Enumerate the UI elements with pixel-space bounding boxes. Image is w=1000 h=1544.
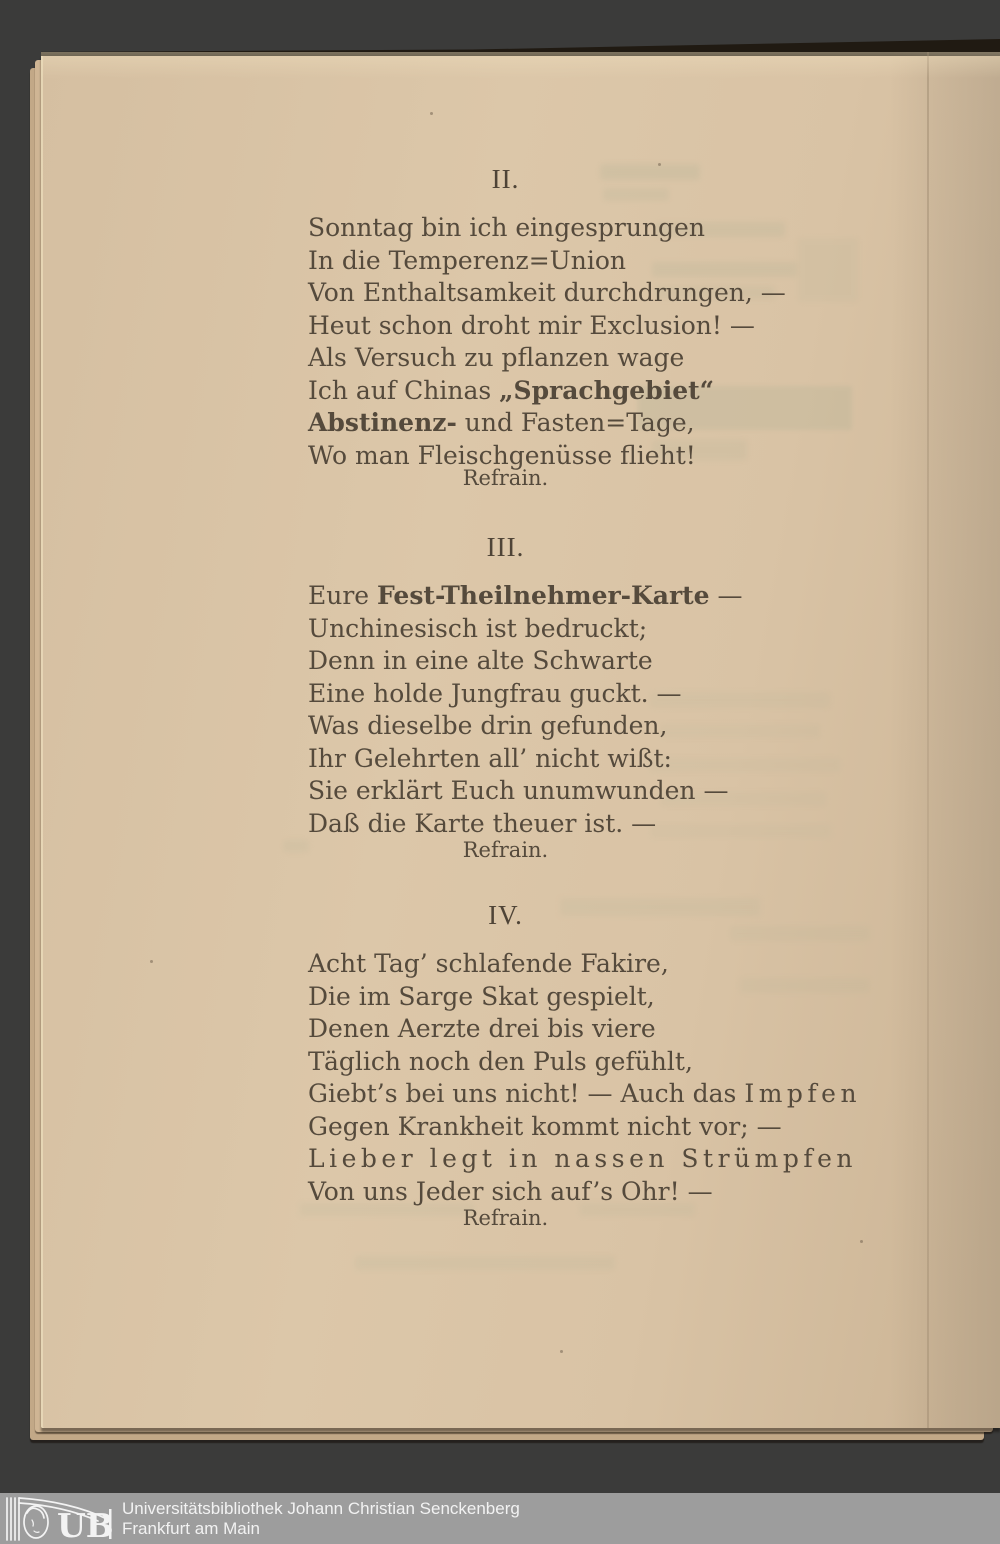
line-text: Von Enthaltsamkeit durchdrungen, — [308, 278, 786, 307]
paper-speck [560, 1350, 563, 1353]
library-attribution [122, 1499, 520, 1539]
poem-line [308, 1143, 858, 1176]
library-name: Universitätsbibliothek Johann Christian Senckenberg [122, 1499, 520, 1518]
line-text: Die im Sarge Skat gespielt, [308, 981, 655, 1011]
line-text: Eine holde Jungfrau guckt. — [308, 678, 682, 708]
paper-speck [430, 112, 433, 115]
section-heading-4: IV. [488, 900, 523, 930]
line-text: Unchinesisch ist bedruckt; [308, 613, 648, 643]
poem-line [308, 710, 703, 743]
line-text: Ihr Gelehrten all’ nicht wißt: [308, 743, 672, 773]
poem-line [308, 342, 703, 375]
line-text: Heut schon droht mir Exclusion! — [308, 310, 755, 340]
poem-line [308, 1176, 713, 1209]
line-text-bold: Abstinenz- [308, 408, 457, 437]
bleedthrough-mark [355, 1256, 615, 1270]
poem-line [308, 1013, 703, 1046]
section-heading-2: II. [491, 164, 520, 194]
paper-speck [860, 1240, 863, 1243]
section-heading-3: III. [486, 532, 525, 562]
line-text: — [709, 581, 743, 610]
logo-monogram: UB [57, 1506, 114, 1542]
poem-line [308, 212, 703, 245]
bleedthrough-mark [740, 978, 870, 993]
refrain-label: Refrain. [462, 466, 549, 490]
poem-line [308, 1046, 703, 1079]
line-text: Eure [308, 581, 378, 610]
line-text-spaced: Impfen [744, 1079, 862, 1108]
refrain-label: Refrain. [462, 1206, 549, 1230]
stanza-4 [308, 948, 862, 1208]
poem-line [308, 277, 786, 310]
line-text-bold: „Sprachgebiet“ [499, 375, 715, 405]
poem-line [308, 645, 703, 678]
poem-line [308, 948, 703, 981]
line-text: Acht Tag’ schlafende Fakire, [308, 949, 669, 978]
binding-gutter-shade [890, 52, 1000, 1428]
poem-line [308, 981, 703, 1014]
library-city: Frankfurt am Main [122, 1519, 260, 1538]
poem-line [308, 775, 729, 808]
line-text: Sie erklärt Euch unumwunden — [308, 776, 729, 805]
line-text: Von uns Jeder sich auf’s Ohr! — [308, 1176, 713, 1206]
page-fold-crease [927, 52, 929, 1428]
bleedthrough-mark [283, 840, 309, 852]
line-text: Was dieselbe drin gefunden, [308, 711, 668, 740]
line-text: Als Versuch zu pflanzen wage [308, 343, 685, 372]
line-text: In die Temperenz=Union [308, 245, 626, 275]
goethe-face-lines [32, 1520, 39, 1532]
poem-line [308, 1111, 782, 1144]
poem-line [308, 375, 715, 408]
line-text: Daß die Karte theuer ist. — [308, 808, 657, 838]
line-text: Denen Aerzte drei bis viere [308, 1014, 656, 1043]
book-top-edge [41, 39, 1000, 56]
line-text: und Fasten=Tage, [456, 408, 695, 437]
poem-line [308, 808, 703, 841]
library-footer-bar [0, 1493, 1000, 1544]
poem-line [308, 678, 703, 711]
line-text-spaced: Lieber legt in nassen Strümpfen [308, 1144, 858, 1173]
poem-line [308, 613, 703, 646]
stanza-2 [308, 212, 786, 472]
poem-line [308, 407, 703, 440]
line-text: Sonntag bin ich eingesprungen [308, 213, 705, 242]
refrain-label: Refrain. [462, 838, 549, 862]
line-text: Gegen Krankheit kommt nicht vor; — [308, 1111, 782, 1141]
line-text: Denn in eine alte Schwarte [308, 646, 653, 675]
bleedthrough-mark [798, 238, 858, 302]
ub-library-logo [5, 1496, 115, 1542]
line-text: Ich auf Chinas [308, 375, 500, 405]
poem-line [308, 580, 743, 613]
book-page [41, 52, 1000, 1428]
line-text-bold: Fest-Theilnehmer-Karte [377, 581, 710, 610]
poem-line [308, 1078, 862, 1111]
poem-line [308, 310, 755, 343]
line-text: Wo man Fleischgenüsse flieht! [308, 440, 696, 470]
stanza-3 [308, 580, 743, 840]
poem-line [308, 743, 703, 776]
paper-speck [150, 960, 153, 963]
poem-line [308, 245, 703, 278]
bleedthrough-mark [730, 926, 870, 941]
goethe-hair-curl [27, 1508, 44, 1518]
line-text: Täglich noch den Puls gefühlt, [308, 1046, 693, 1076]
line-text: Giebt’s bei uns nicht! — Auch das [308, 1079, 745, 1108]
